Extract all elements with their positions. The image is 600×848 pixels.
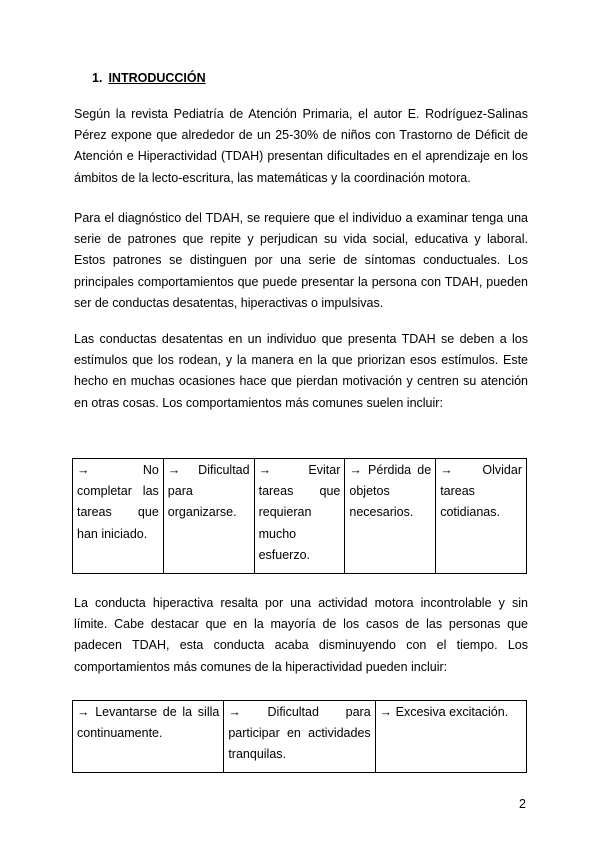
- table-cell: → Excesiva excitación.: [375, 701, 526, 773]
- table-cell: → Pérdida de objetos necesarios.: [345, 459, 436, 574]
- inattention-behaviors-table: [72, 458, 527, 574]
- table-cell: → Levantarse de la silla continuamente.: [73, 701, 224, 773]
- paragraph-hyperactivity: La conducta hiperactiva resalta por una actividad motora incontrolable y sin límite. Cabe destacar que en la mayoría de los casos de las personas que padecen TDAH, esta conducta acaba disminuyendo con el tiempo. Los comportamientos más comunes de la hiperactividad pueden incluir:: [74, 596, 528, 674]
- section-heading: [92, 71, 206, 85]
- hyperactivity-behaviors-table: [72, 700, 527, 773]
- page-number: 2: [519, 797, 526, 811]
- table-cell: → Evitar tareas que requieran mucho esfuerzo.: [254, 459, 345, 574]
- section-title: INTRODUCCIÓN: [108, 71, 206, 85]
- table-cell: → Olvidar tareas cotidianas.: [436, 459, 527, 574]
- paragraph-intro: Según la revista Pediatría de Atención Primaria, el autor E. Rodríguez-Salinas Pérez expone que alrededor de un 25-30% de niños con Trastorno de Déficit de Atención e Hiperactividad (TDAH) presentan dificultades en el aprendizaje en los ámbitos de la lecto-escritura, las matemáticas y la coordinación motora.: [74, 107, 528, 185]
- table-cell: → Dificultad para organizarse.: [163, 459, 254, 574]
- table-cell: → No completar las tareas que han iniciado.: [73, 459, 164, 574]
- table-cell: → Dificultad para participar en actividades tranquilas.: [224, 701, 375, 773]
- paragraph-inattention: Las conductas desatentas en un individuo que presenta TDAH se deben a los estímulos que los rodean, y la manera en la que priorizan esos estímulos. Este hecho en muchas ocasiones hace que pierdan motivación y centren su atención en otras cosas. Los comportamientos más comunes suelen incluir:: [74, 332, 528, 410]
- paragraph-diagnosis: Para el diagnóstico del TDAH, se requiere que el individuo a examinar tenga una serie de patrones que repite y perjudican su vida social, educativa y laboral. Estos patrones se distinguen por una serie de síntomas conductuales. Los principales comportamientos que puede presentar la persona con TDAH, pueden ser de conductas desatentas, hiperactivas o impulsivas.: [74, 211, 528, 310]
- section-number: 1.: [92, 71, 103, 85]
